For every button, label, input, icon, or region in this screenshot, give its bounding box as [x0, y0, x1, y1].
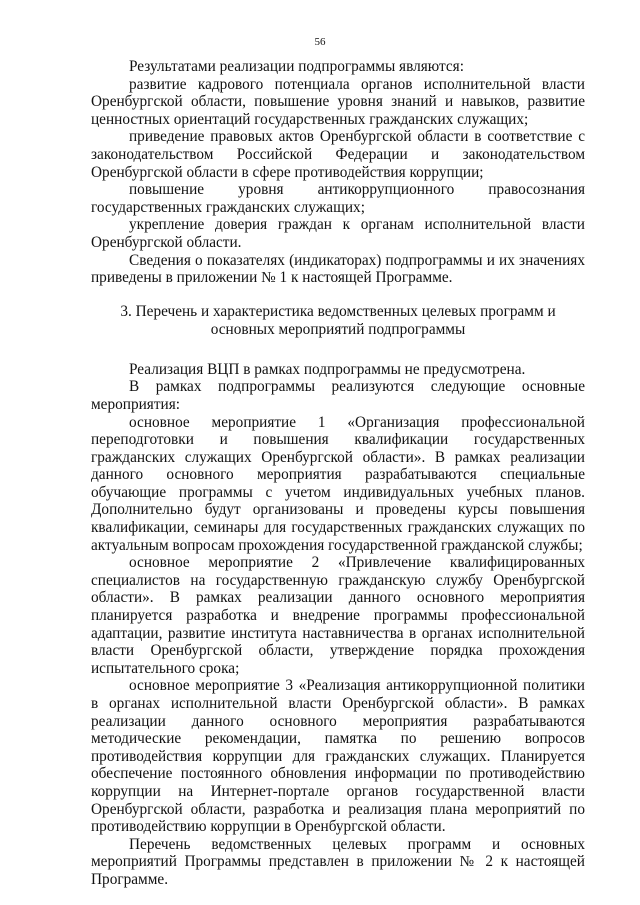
section-heading	[91, 303, 585, 339]
paragraph-result-legal-awareness: повышение уровня антикоррупционного правосознания государственных гражданских служащих;	[91, 181, 585, 216]
section-heading-line-1: 3. Перечень и характеристика ведомственных целевых программ и	[120, 302, 556, 320]
paragraph-result-legal-acts: приведение правовых актов Оренбургской области в соответствие с законодательством Российской Федерации и законодательством Оренбургской области в сфере противодействия коррупции;	[91, 128, 585, 181]
paragraph-main-activity-1: основное мероприятие 1 «Организация профессиональной переподготовки и повышения квалификации государственных гражданских служащих Оренбургской области». В рамках реализации данного основного мероприятия разрабатываются специальные обучающие программы с учетом индивидуальных учебных планов. Дополнительно будут организованы и проведены курсы повышения квалификации, семинары для государственных гражданских служащих по актуальным вопросам прохождения государственной гражданской службы;	[91, 413, 585, 554]
paragraph-main-activity-3: основное мероприятие 3 «Реализация антикоррупционной политики в органах исполнительной власти Оренбургской области». В рамках реализации данного основного мероприятия разрабатываются методические рекомендации, памятка по решению вопросов противодействия коррупции для гражданских служащих. Планируется обеспечение постоянного обновления информации по противодействию коррупции на Интернет-портале органов государственной власти Оренбургской области, разработка и реализация плана мероприятий по противодействию коррупции в Оренбургской области.	[91, 677, 585, 836]
paragraph-results-intro: Результатами реализации подпрограммы являются:	[129, 58, 464, 75]
paragraph-main-activity-2: основное мероприятие 2 «Привлечение квалифицированных специалистов на государственную гражданскую службу Оренбургской области». В рамках реализации данного основного мероприятия планируется разработка и внедрение программы профессиональной адаптации, развитие института наставничества в органах исполнительной власти Оренбургской области, утверждение порядка прохождения испытательного срока;	[91, 554, 585, 677]
section-heading-line-2: основных мероприятий подпрограммы	[210, 320, 466, 338]
paragraph-result-personnel: развитие кадрового потенциала органов исполнительной власти Оренбургской области, повышение уровня знаний и навыков, развитие ценностных ориентаций государственных гражданских служащих;	[91, 75, 585, 128]
paragraph-result-trust: укрепление доверия граждан к органам исполнительной власти Оренбургской области.	[91, 216, 585, 251]
paragraph-appendix-reference: Перечень ведомственных целевых программ и основных мероприятий Программы представлен в приложении № 2 к настоящей Программе.	[91, 835, 585, 888]
page-number: 56	[314, 36, 326, 48]
document-body	[91, 58, 585, 889]
paragraph-indicators-reference: Сведения о показателях (индикаторах) подпрограммы и их значениях приведены в приложении № 1 к настоящей Программе.	[91, 251, 585, 287]
paragraph-main-activities-intro: В рамках подпрограммы реализуются следующие основные мероприятия:	[91, 378, 585, 413]
paragraph-vcp-not-planned: Реализация ВЦП в рамках подпрограммы не предусмотрена.	[129, 360, 526, 378]
